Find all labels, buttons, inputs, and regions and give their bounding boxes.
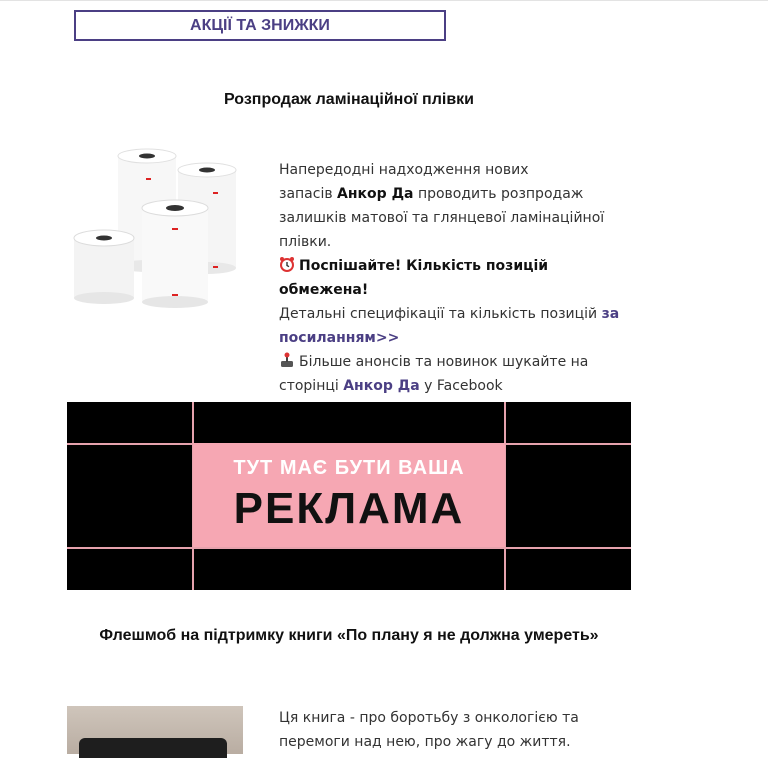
details-link[interactable]: за посиланням>> (279, 306, 620, 346)
body-line: плівки. (279, 234, 332, 250)
article-body (279, 706, 639, 754)
brand-name: Анкор Да (337, 186, 414, 202)
text: проводить розпродаж (413, 186, 584, 202)
body-line: залишків матової та глянцевої ламінаційної (279, 210, 605, 226)
ad-main-text: РЕКЛАМА (233, 484, 465, 533)
lamination-rolls-image[interactable] (68, 148, 244, 308)
article-title[interactable]: Флешмоб на підтримку книги «По плану я не должна умереть» (99, 627, 599, 644)
roll-front-left (74, 230, 134, 304)
article-title[interactable]: Розпродаж ламінаційної плівки (224, 91, 474, 108)
body-line: Ця книга - про боротьбу з онкологією та (279, 710, 579, 726)
text: сторінці (279, 378, 344, 394)
alarm-clock-icon (279, 256, 295, 272)
grid-line (67, 547, 631, 549)
photo-detail (79, 738, 227, 758)
ad-top-text: ТУТ МАЄ БУТИ ВАША (233, 457, 465, 479)
brand-link[interactable]: Анкор Да (343, 378, 420, 394)
text: Детальні специфікації та кількість позицій (279, 306, 602, 322)
article-body (279, 158, 639, 398)
book-photo-image[interactable] (67, 706, 243, 754)
section-header (74, 10, 446, 41)
joystick-icon (279, 352, 295, 368)
text: у Facebook (419, 378, 503, 394)
body-line (279, 182, 639, 206)
body-line (279, 374, 639, 398)
body-line: Напередодні надходження нових (279, 162, 529, 178)
body-line: перемоги над нею, про жагу до життя. (279, 734, 571, 750)
top-divider (0, 0, 768, 1)
body-line (279, 254, 639, 302)
body-line (279, 350, 639, 374)
ad-panel[interactable] (193, 443, 505, 547)
roll-front-center (142, 200, 208, 308)
body-line (279, 302, 639, 350)
text: запасів (279, 186, 338, 202)
section-header-label: АКЦІЇ ТА ЗНИЖКИ (190, 16, 330, 34)
hurry-text: Поспішайте! Кількість позицій обмежена! (279, 258, 549, 298)
text: Більше анонсів та новинок шукайте на (299, 354, 589, 370)
